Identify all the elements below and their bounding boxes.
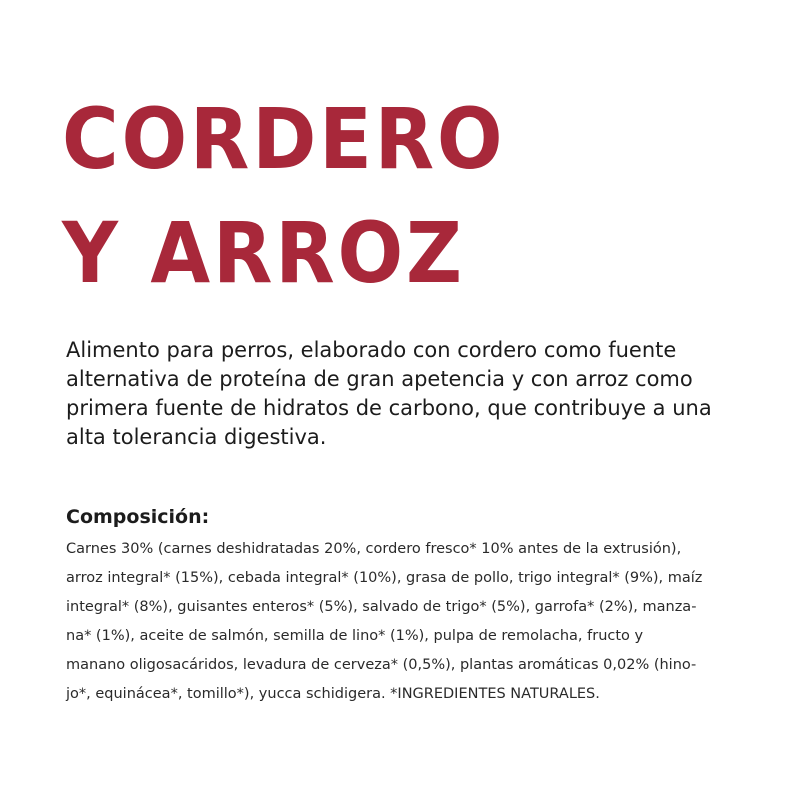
description-line: alta tolerancia digestiva. (66, 425, 327, 449)
composition-line: na* (1%), aceite de salmón, semilla de lino* (1%), pulpa de remolacha, fructo y (66, 628, 644, 644)
description-line: primera fuente de hidratos de carbono, que contribuye a una (66, 396, 712, 420)
description-line: alternativa de proteína de gran apetencia y con arroz como (66, 367, 693, 391)
description-line: Alimento para perros, elaborado con cordero como fuente (66, 338, 677, 362)
product-title-line-1: CORDERO (62, 90, 506, 188)
product-title-line-2: Y ARROZ (62, 204, 465, 302)
composition-text (66, 535, 756, 709)
composition-line: integral* (8%), guisantes enteros* (5%), salvado de trigo* (5%), garrofa* (2%), manza- (66, 599, 697, 615)
composition-line: jo*, equinácea*, tomillo*), yucca schidigera. *INGREDIENTES NATURALES. (66, 686, 600, 702)
composition-line: manano oligosacáridos, levadura de cerveza* (0,5%), plantas aromáticas 0,02% (hino- (66, 657, 697, 673)
product-description (66, 336, 756, 452)
composition-line: arroz integral* (15%), cebada integral* (10%), grasa de pollo, trigo integral* (9%), maíz (66, 570, 703, 586)
composition-line: Carnes 30% (carnes deshidratadas 20%, cordero fresco* 10% antes de la extrusión), (66, 541, 682, 557)
composition-heading: Composición: (66, 506, 210, 528)
